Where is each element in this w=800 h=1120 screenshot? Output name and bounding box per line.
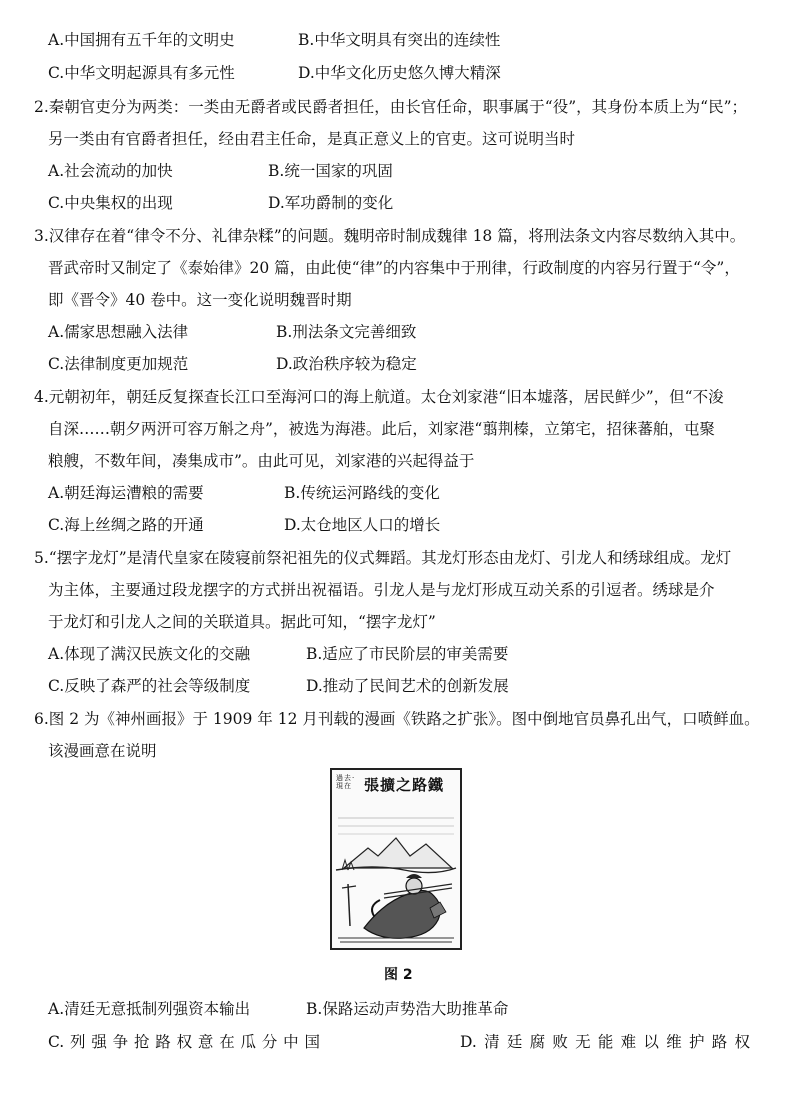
q2-stem-line-1: 2.秦朝官吏分为两类：一类由无爵者或民爵者担任，由长官任命，职事属于“役”，其身份本质上为“民”； [34, 98, 747, 116]
q6-option-c-char: 国 [304, 1033, 320, 1051]
q6-option-d-char: 难 [620, 1033, 637, 1051]
q2-option-c[interactable]: C.中央集权的出现 [48, 194, 173, 212]
q6-stem-line-2: 该漫画意在说明 [48, 742, 157, 760]
q3-stem-line-2: 晋武帝时又制定了《泰始律》20 篇，由此使“律”的内容集中于刑律，行政制度的内容另行置于“令”， [48, 259, 740, 277]
q4-option-a[interactable]: A.朝廷海运漕粮的需要 [48, 484, 204, 502]
q4-option-d[interactable]: D.太仓地区人口的增长 [284, 516, 441, 534]
cartoon-subtitle: 過去·現在 [336, 774, 356, 790]
q3-option-c[interactable]: C.法律制度更加规范 [48, 355, 189, 373]
q1-option-a[interactable]: A.中国拥有五千年的文明史 [48, 31, 235, 49]
q6-option-d-char: 腐 [529, 1033, 546, 1051]
q6-option-d-char: 以 [643, 1033, 659, 1051]
q6-option-c-char: 中 [283, 1033, 299, 1051]
cartoon-title [336, 774, 456, 796]
q3-option-d[interactable]: D.政治秩序较为稳定 [276, 355, 417, 373]
q4-stem-line-1: 4.元朝初年，朝廷反复探查长江口至海河口的海上航道。太仓刘家港“旧本墟落，居民鲜少”，但“不浚 [34, 388, 724, 406]
q6-option-c-char: 分 [261, 1033, 278, 1051]
q4-option-b[interactable]: B.传统运河路线的变化 [284, 484, 440, 502]
q5-option-b[interactable]: B.适应了市民阶层的审美需要 [306, 645, 509, 663]
q4-stem-line-3: 粮艘，不数年间，凑集成市”。由此可见，刘家港的兴起得益于 [48, 452, 475, 470]
q6-option-c-char: 争 [112, 1033, 129, 1051]
cartoon-figure [330, 768, 462, 950]
q6-stem-line-1: 6.图 2 为《神州画报》于 1909 年 12 月刊载的漫画《铁路之扩张》。图中倒地官员鼻孔出气，口喷鲜血。 [34, 710, 760, 728]
cartoon-illustration [334, 798, 458, 946]
q3-stem-line-3: 即《晋令》40 卷中。这一变化说明魏晋时期 [48, 291, 352, 309]
q3-option-a[interactable]: A.儒家思想融入法律 [48, 323, 189, 341]
q6-option-a[interactable]: A.清廷无意抵制列强资本输出 [48, 1000, 251, 1018]
q2-option-a[interactable]: A.社会流动的加快 [48, 162, 173, 180]
q6-option-d-char: 权 [734, 1033, 750, 1051]
q6-option-d-char: D. [460, 1033, 477, 1051]
q6-option-c[interactable] [48, 1032, 320, 1052]
q6-option-d-char: 能 [597, 1033, 614, 1051]
cartoon-title-text: 張擴之路鐵 [364, 776, 445, 794]
q6-option-d-char: 护 [688, 1033, 705, 1051]
q6-option-c-char: C. [48, 1033, 65, 1051]
q6-option-c-char: 意 [197, 1033, 214, 1051]
q1-option-b[interactable]: B.中华文明具有突出的连续性 [298, 31, 501, 49]
q6-option-c-char: 瓜 [240, 1033, 257, 1051]
q6-option-c-char: 抢 [133, 1033, 150, 1051]
q4-option-c[interactable]: C.海上丝绸之路的开通 [48, 516, 204, 534]
q6-option-c-char: 权 [176, 1033, 193, 1051]
q6-option-c-char: 强 [91, 1033, 107, 1051]
q6-option-c-char: 列 [70, 1033, 86, 1051]
q5-option-a[interactable]: A.体现了满汉民族文化的交融 [48, 645, 251, 663]
q6-option-d-char: 败 [552, 1033, 568, 1051]
q5-stem-line-2: 为主体，主要通过段龙摆字的方式拼出祝福语。引龙人是与龙灯形成互动关系的引逗者。绣球是介 [48, 581, 715, 599]
q6-option-d-char: 维 [666, 1033, 682, 1051]
q2-option-d[interactable]: D.军功爵制的变化 [268, 194, 394, 212]
q2-stem-line-2: 另一类由有官爵者担任，经由君主任命，是真正意义上的官吏。这可说明当时 [48, 130, 576, 148]
q5-option-c[interactable]: C.反映了森严的社会等级制度 [48, 677, 251, 695]
q6-option-c-char: 在 [219, 1033, 235, 1051]
q3-stem-line-1: 3.汉律存在着“律令不分、礼律杂糅”的问题。魏明帝时制成魏律 18 篇，将刑法条文内容尽数纳入其中。 [34, 227, 746, 245]
q6-option-d[interactable] [460, 1032, 750, 1052]
q1-option-d[interactable]: D.中华文化历史悠久博大精深 [298, 64, 501, 82]
q4-stem-line-2: 自深……朝夕两汧可容万斛之舟”，被选为海港。此后，刘家港“翦荆榛，立第宅，招徕蕃舶，屯聚 [48, 420, 715, 438]
figure-caption: 图 2 [384, 967, 413, 983]
q6-option-d-char: 清 [484, 1033, 500, 1051]
q6-option-d-char: 无 [575, 1033, 591, 1051]
q6-option-b[interactable]: B.保路运动声势浩大助推革命 [306, 1000, 509, 1018]
q6-option-d-char: 廷 [506, 1033, 523, 1051]
q5-stem-line-3: 于龙灯和引龙人之间的关联道具。据此可知，“摆字龙灯” [48, 613, 436, 631]
q6-option-d-char: 路 [711, 1033, 728, 1051]
q6-option-c-char: 路 [155, 1033, 171, 1051]
q3-option-b[interactable]: B.刑法条文完善细致 [276, 323, 417, 341]
q5-option-d[interactable]: D.推动了民间艺术的创新发展 [306, 677, 509, 695]
q5-stem-line-1: 5.“摆字龙灯”是清代皇家在陵寝前祭祀祖先的仪式舞蹈。其龙灯形态由龙灯、引龙人和绣球组成。龙灯 [34, 549, 732, 567]
q1-option-c[interactable]: C.中华文明起源具有多元性 [48, 64, 235, 82]
q2-option-b[interactable]: B.统一国家的巩固 [268, 162, 393, 180]
